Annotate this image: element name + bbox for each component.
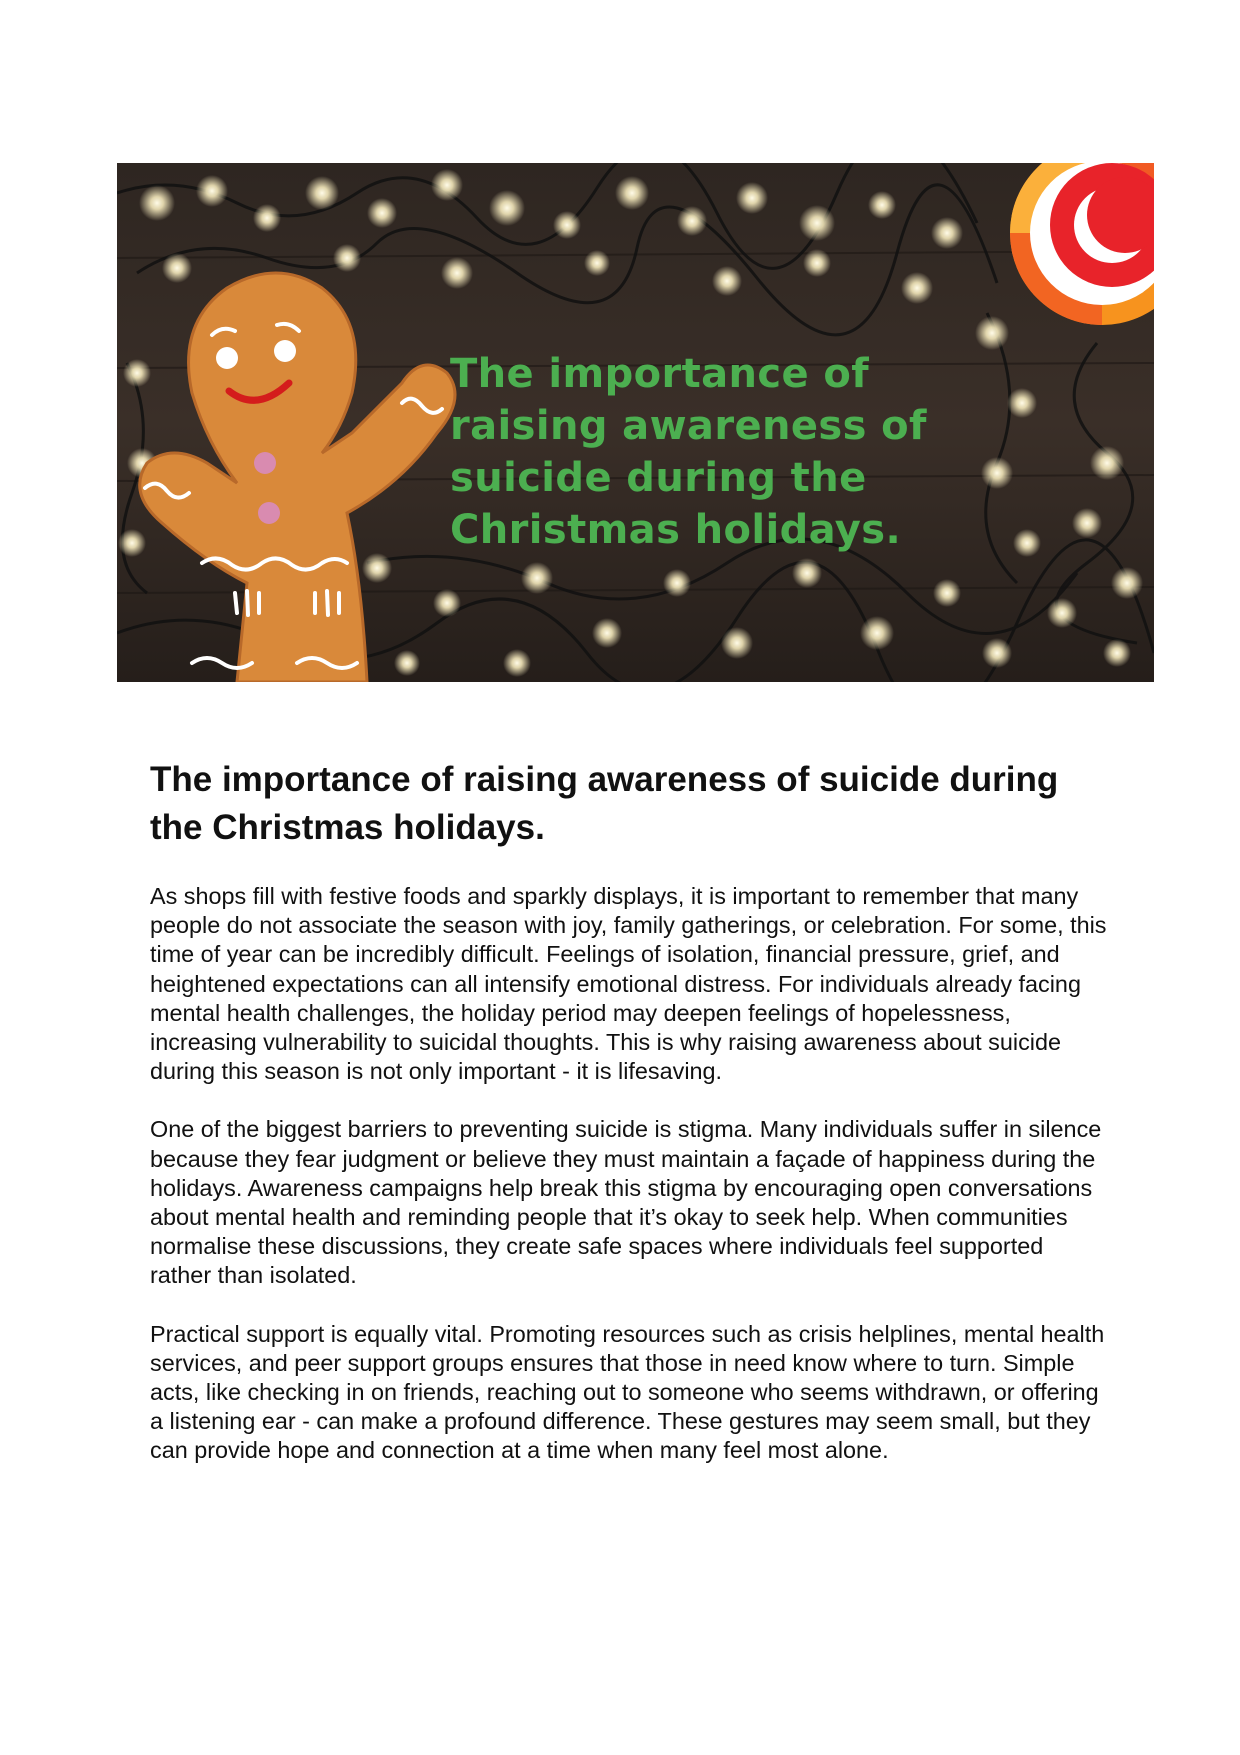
hero-banner [117,163,1154,682]
article-paragraph: As shops fill with festive foods and sparkly displays, it is important to remember that many people do not associate the season with joy, family gatherings, or celebration. For some, this time of year can be incredibly difficult. Feelings of isolation, financial pressure, grief, and heightened expectations can all intensify emotional distress. For individuals already facing mental health challenges, the holiday period may deepen feelings of hopelessness, increasing vulnerability to suicidal thoughts. This is why raising awareness about suicide during this season is not only important - it is lifesaving. [150,883,1107,1085]
banner-title-line: suicide during the [450,455,867,501]
banner-title-line: raising awareness of [450,403,927,449]
article-paragraph: Practical support is equally vital. Promoting resources such as crisis helplines, mental health services, and peer support groups ensures that those in need know where to turn. Simple acts, like checking in on friends, reaching out to someone who seems withdrawn, or offering a listening ear - can make a profound difference. These gestures may seem small, but they can provide hope and connection at a time when many feel most alone. [150,1320,1105,1464]
banner-title-line: Christmas holidays. [450,507,902,553]
article [150,756,1110,1466]
article-paragraph: One of the biggest barriers to preventing suicide is stigma. Many individuals suffer in silence because they fear judgment or believe they must maintain a façade of happiness during the holidays. Awareness campaigns help break this stigma by encouraging open conversations about mental health and reminding people that it’s okay to seek help. When communities normalise these discussions, they create safe spaces where individuals feel supported rather than isolated. [150,1116,1102,1289]
article-headline: The importance of raising awareness of suicide during the Christmas holidays. [150,760,1059,847]
banner-title-line: The importance of [450,351,870,397]
banner-title [450,348,1010,556]
